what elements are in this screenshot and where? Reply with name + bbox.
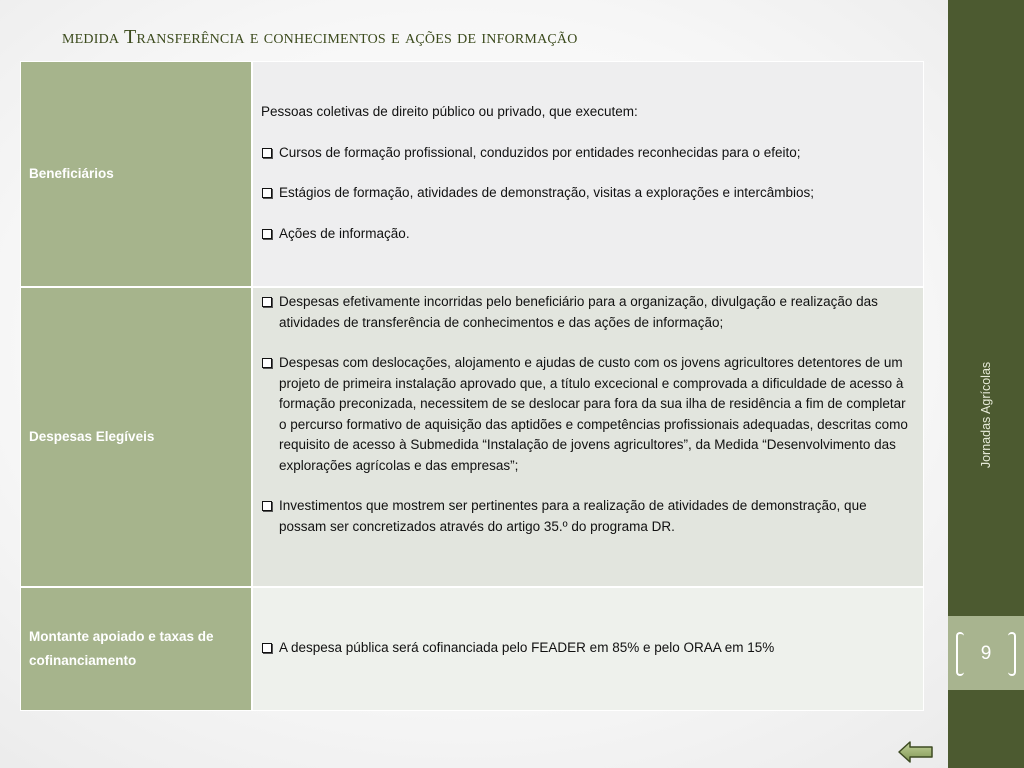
list-item-text: Estágios de formação, atividades de demonstração, visitas a explorações e intercâmbios;	[279, 185, 815, 200]
list-item-text: Despesas efetivamente incorridas pelo beneficiário para a organização, divulgação e realização das atividades de transferência de conhecimentos e das ações de informação;	[279, 294, 878, 330]
bullet-list	[261, 292, 915, 537]
row-label: Despesas Elegíveis	[20, 287, 252, 587]
list-item-text: Investimentos que mostrem ser pertinentes para a realização de atividades de demonstração, que possam ser concretizados através do artigo 35.º do programa DR.	[279, 498, 867, 534]
table-row	[20, 61, 924, 287]
measure-table	[20, 61, 924, 711]
list-item	[261, 638, 915, 659]
row-content	[252, 287, 924, 587]
table-row	[20, 287, 924, 587]
list-item-text: Ações de informação.	[279, 225, 410, 241]
row-content	[252, 587, 924, 711]
list-item-text: A despesa pública será cofinanciada pelo FEADER em 85% e pelo ORAA em 15%	[279, 639, 775, 655]
checkbox-bullet-icon	[262, 148, 272, 158]
list-item	[261, 143, 915, 164]
slide-title: medida Transferência e conhecimentos e ações de informação	[62, 26, 578, 48]
checkbox-bullet-icon	[262, 358, 272, 368]
row-label: Beneficiários	[20, 61, 252, 287]
list-item	[261, 496, 915, 537]
checkbox-bullet-icon	[262, 188, 272, 198]
back-arrow-icon[interactable]	[897, 740, 935, 764]
list-item	[261, 353, 915, 476]
checkbox-bullet-icon	[262, 643, 272, 653]
table-row	[20, 587, 924, 711]
checkbox-bullet-icon	[262, 501, 272, 511]
intro-text: Pessoas coletivas de direito público ou privado, que executem:	[261, 104, 638, 119]
list-item	[261, 224, 915, 245]
list-item	[261, 292, 915, 333]
row-label: Montante apoiado e taxas de cofinanciamento	[20, 587, 252, 711]
checkbox-bullet-icon	[262, 229, 272, 239]
bullet-list	[261, 638, 915, 659]
page-number: 9	[980, 643, 992, 664]
list-item	[261, 183, 915, 204]
checkbox-bullet-icon	[262, 297, 272, 307]
list-item-text: Cursos de formação profissional, conduzidos por entidades reconhecidas para o efeito;	[279, 144, 801, 160]
right-brace-icon	[1008, 632, 1016, 676]
page-number-box	[948, 616, 1024, 690]
list-item-text: Despesas com deslocações, alojamento e ajudas de custo com os jovens agricultores detentores de um projeto de primeira instalação aprovado que, a título excecional e comprovada a dificuldade de acesso à formação preconizada, necessitem de se deslocar para fora da sua ilha de residência a fim de completar o percurso formativo de aquisição das aptidões e competências profissionais adequadas, descritas como requisito de acesso à Submedida “Instalação de jovens agricultores”, da Medida “Desenvolvimento das explorações agrícolas e das empresas”;	[279, 355, 908, 473]
row-content	[252, 61, 924, 287]
bullet-list	[261, 143, 915, 245]
sidebar-label: Jornadas Agrícolas	[979, 361, 993, 469]
